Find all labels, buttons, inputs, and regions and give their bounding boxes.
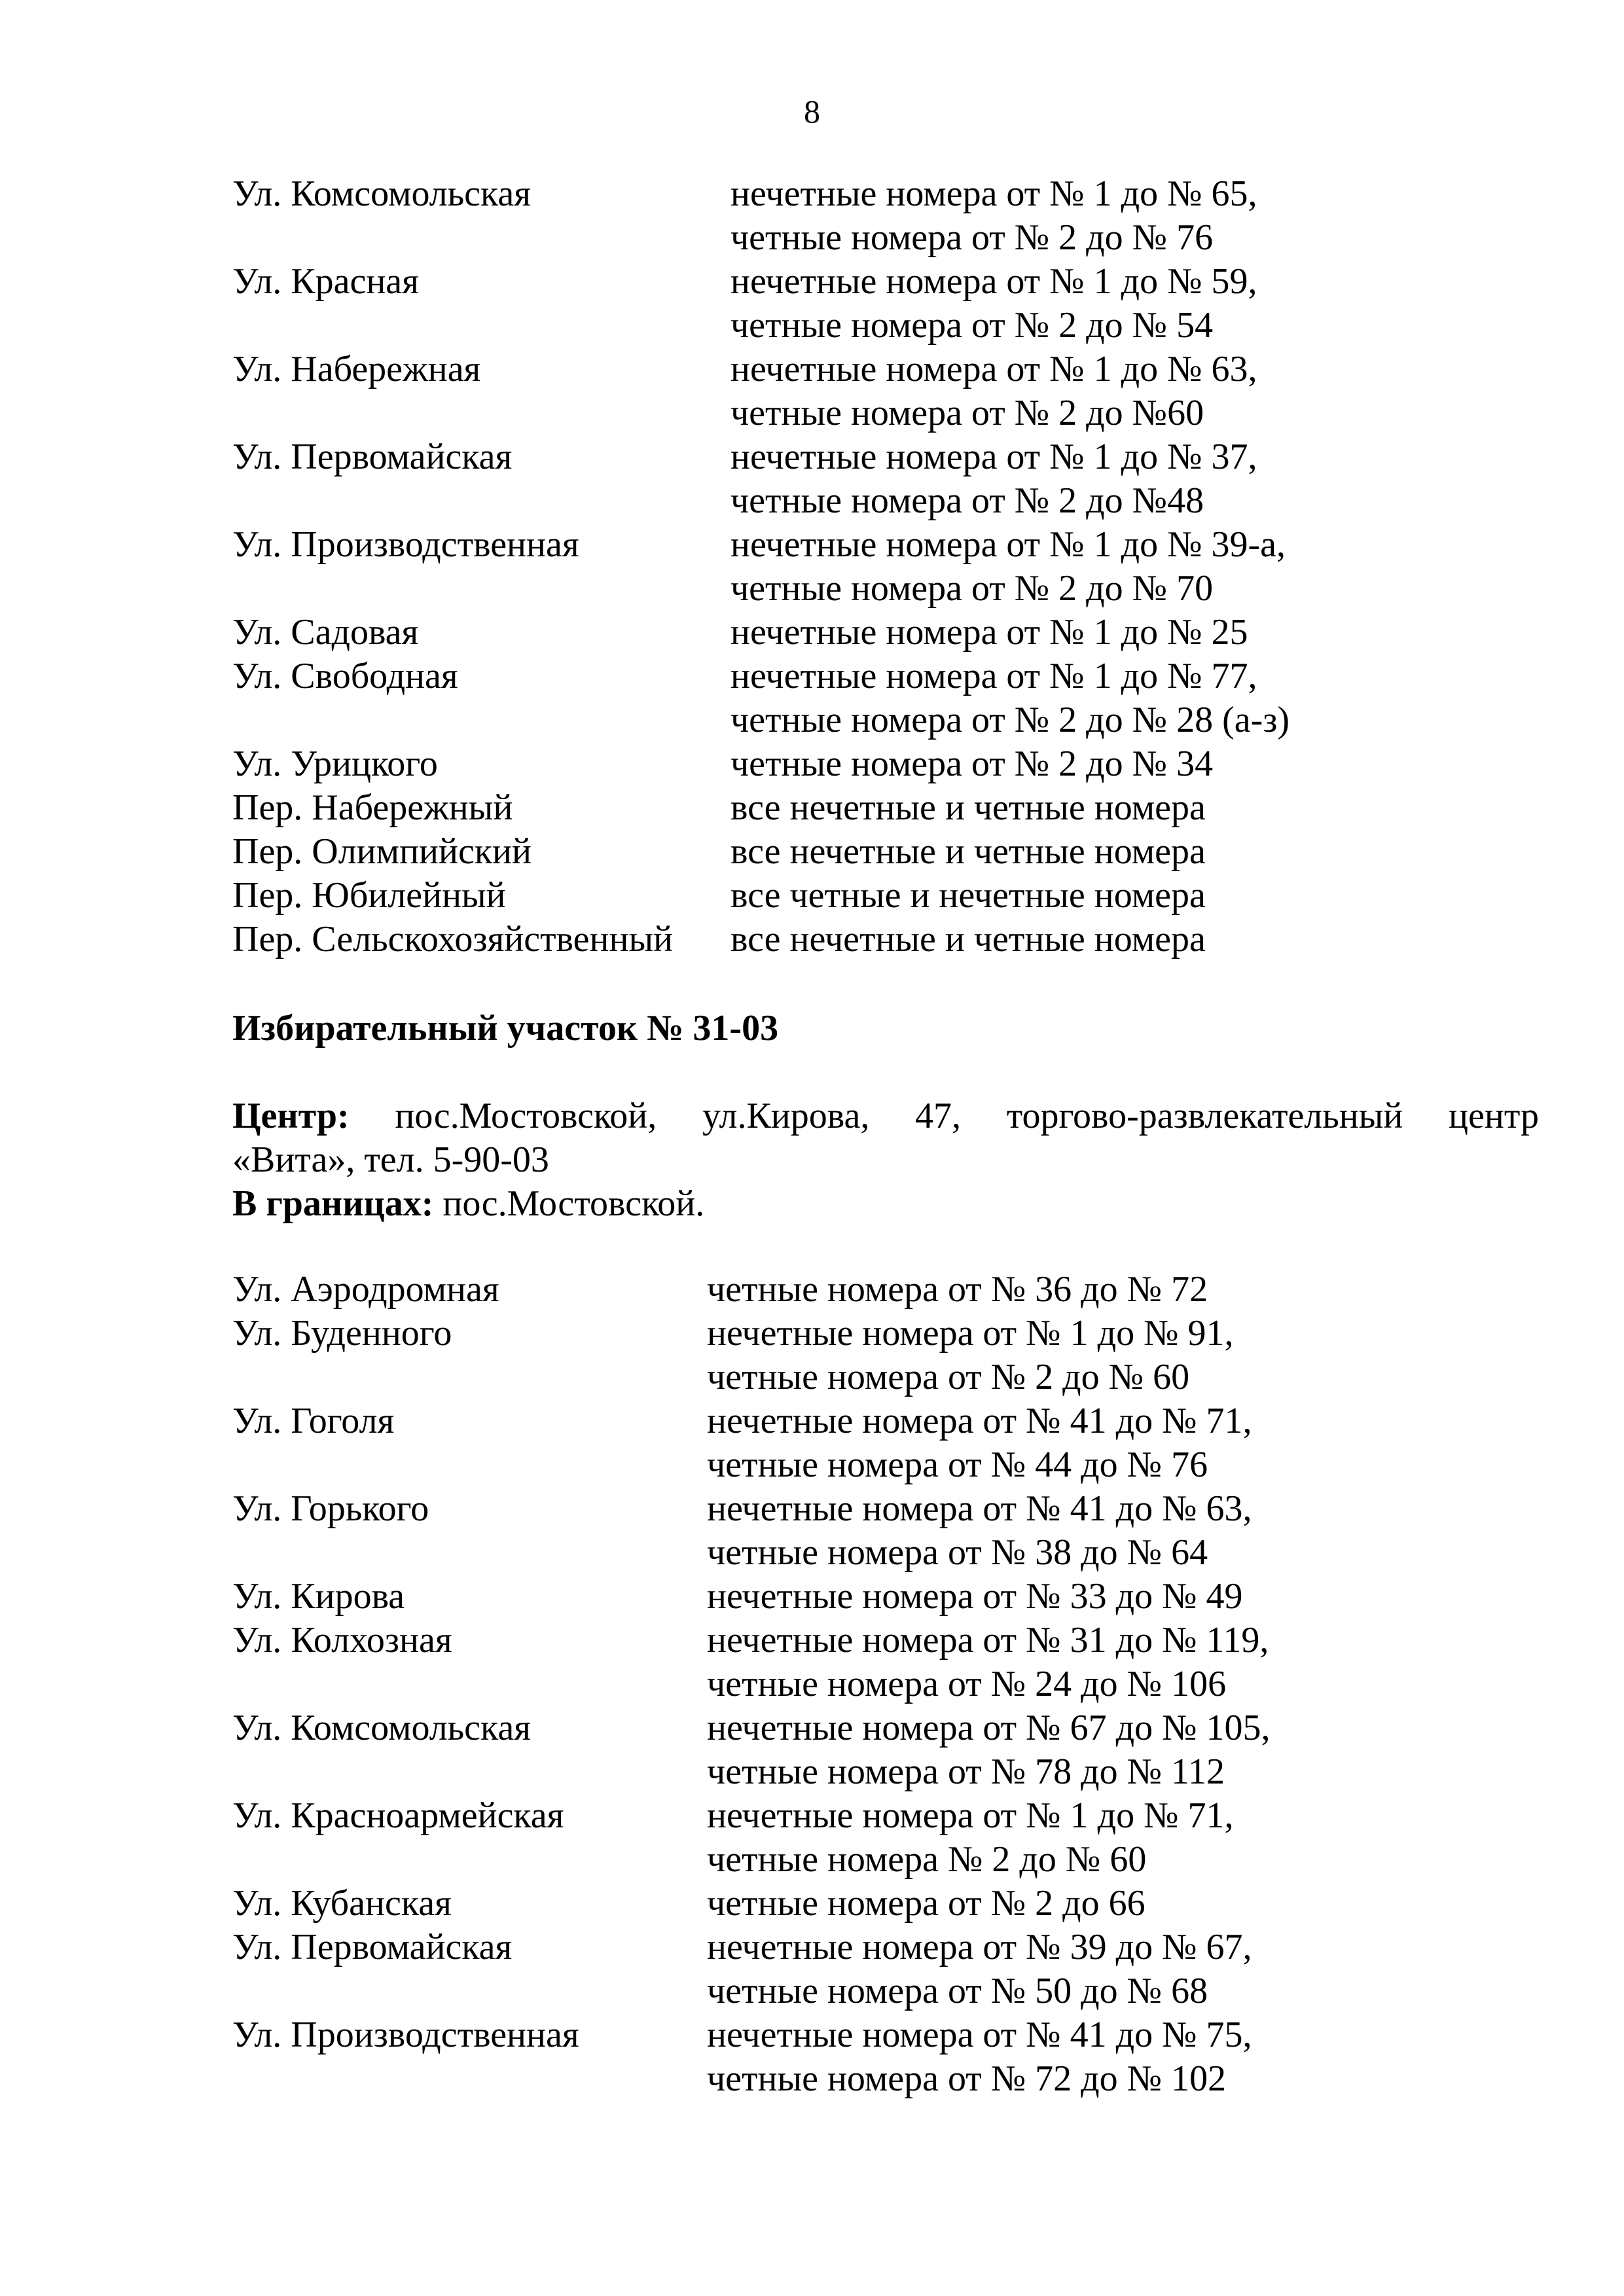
address-line: нечетные номера от № 1 до № 25 <box>731 612 1248 653</box>
table-row <box>232 348 1290 435</box>
address-line: четные номера от № 44 до № 76 <box>707 1444 1208 1485</box>
center-word: торгово-развлекательный <box>1006 1096 1403 1136</box>
address-line: четные номера от № 24 до № 106 <box>707 1664 1227 1704</box>
street-name: Ул. Первомайская <box>232 437 513 477</box>
table-row <box>232 874 1290 918</box>
address-range <box>707 1487 1252 1575</box>
address-line: все нечетные и четные номера <box>731 831 1206 872</box>
address-line: нечетные номера от № 31 до № 119, <box>707 1620 1269 1660</box>
street-name: Ул. Аэродромная <box>232 1269 499 1310</box>
address-line: нечетные номера от № 67 до № 105, <box>707 1708 1271 1748</box>
street-name: Ул. Комсомольская <box>232 173 532 214</box>
street-name: Ул. Красноармейская <box>232 1795 564 1836</box>
address-range <box>707 1399 1252 1487</box>
street-name: Ул. Кубанская <box>232 1883 452 1924</box>
street-name: Пер. Сельскохозяйственный <box>232 919 674 960</box>
address-range <box>707 2013 1252 2101</box>
address-range <box>731 830 1206 874</box>
address-line: нечетные номера от № 1 до № 65, <box>731 173 1257 214</box>
address-range <box>707 1268 1208 1312</box>
street-name: Ул. Урицкого <box>232 744 438 784</box>
address-line: четные номера от № 2 до № 54 <box>731 305 1214 346</box>
address-range <box>731 523 1286 611</box>
address-range <box>707 1312 1234 1399</box>
table-row <box>232 786 1290 830</box>
table-row <box>232 1706 1271 1794</box>
address-line: четные номера от № 2 до № 76 <box>731 217 1214 258</box>
address-line: все нечетные и четные номера <box>731 787 1206 828</box>
address-range <box>707 1926 1252 2013</box>
address-range <box>731 742 1213 786</box>
table-row <box>232 260 1290 348</box>
address-line: четные номера от № 2 до № 34 <box>731 744 1214 784</box>
street-table-2 <box>232 1268 1271 2101</box>
center-word: ул.Кирова, <box>702 1096 870 1136</box>
address-line: нечетные номера от № 1 до № 71, <box>707 1795 1234 1836</box>
table-row <box>232 1619 1271 1706</box>
address-line: нечетные номера от № 1 до № 91, <box>707 1313 1234 1354</box>
address-range <box>707 1882 1146 1926</box>
address-line: четные номера от № 36 до № 72 <box>707 1269 1208 1310</box>
street-name: Пер. Юбилейный <box>232 875 506 916</box>
address-range <box>731 655 1290 742</box>
bounds-value: пос.Мостовской. <box>442 1183 705 1224</box>
street-name: Пер. Набережный <box>232 787 513 828</box>
address-line: нечетные номера от № 1 до № 59, <box>731 261 1257 302</box>
address-range <box>731 348 1257 435</box>
center-word: центр <box>1449 1096 1539 1136</box>
street-name: Ул. Горького <box>232 1488 429 1529</box>
address-line: четные номера от № 78 до № 112 <box>707 1751 1225 1792</box>
address-range <box>731 918 1206 961</box>
address-line: все нечетные и четные номера <box>731 919 1206 960</box>
table-row <box>232 1575 1271 1619</box>
address-line: четные номера от № 2 до №48 <box>731 480 1204 521</box>
center-label: Центр: <box>232 1096 350 1136</box>
address-line: нечетные номера от № 1 до № 63, <box>731 349 1257 389</box>
bounds-line <box>232 1182 1539 1226</box>
address-range <box>707 1794 1234 1882</box>
polling-center-info <box>232 1094 1539 1226</box>
page-number: 8 <box>804 93 820 130</box>
street-name: Ул. Садовая <box>232 612 419 653</box>
address-line: четные номера от № 2 до №60 <box>731 393 1204 433</box>
address-line: четные номера от № 2 до № 28 (а-з) <box>731 700 1290 740</box>
table-row <box>232 655 1290 742</box>
street-name: Ул. Колхозная <box>232 1620 452 1660</box>
street-name: Ул. Производственная <box>232 524 579 565</box>
address-line: нечетные номера от № 1 до № 39-а, <box>731 524 1286 565</box>
table-row <box>232 1312 1271 1399</box>
address-line: нечетные номера от № 41 до № 71, <box>707 1401 1252 1441</box>
table-row <box>232 1487 1271 1575</box>
address-range <box>731 260 1257 348</box>
address-line: нечетные номера от № 39 до № 67, <box>707 1927 1252 1967</box>
address-line: четные номера от № 2 до № 70 <box>731 568 1214 609</box>
street-name: Ул. Кирова <box>232 1576 405 1617</box>
table-row <box>232 2013 1271 2101</box>
address-line: четные номера от № 2 до 66 <box>707 1883 1146 1924</box>
table-row <box>232 918 1290 961</box>
address-range <box>731 786 1206 830</box>
center-phone-line: «Вита», тел. 5-90-03 <box>232 1139 549 1180</box>
section-heading: Избирательный участок № 31-03 <box>232 1008 779 1049</box>
address-line: четные номера от № 72 до № 102 <box>707 2058 1227 2099</box>
address-line: нечетные номера от № 1 до № 77, <box>731 656 1257 696</box>
table-row <box>232 1399 1271 1487</box>
table-row <box>232 1794 1271 1882</box>
street-name: Ул. Свободная <box>232 656 458 696</box>
address-line: нечетные номера от № 41 до № 75, <box>707 2015 1252 2055</box>
address-range <box>731 874 1206 918</box>
table-row <box>232 172 1290 260</box>
table-row <box>232 611 1290 655</box>
address-line: нечетные номера от № 1 до № 37, <box>731 437 1257 477</box>
street-table-1 <box>232 172 1290 961</box>
address-range <box>731 172 1257 260</box>
address-line: нечетные номера от № 41 до № 63, <box>707 1488 1252 1529</box>
address-line: четные номера от № 50 до № 68 <box>707 1971 1208 2011</box>
address-range <box>731 611 1248 655</box>
street-name: Ул. Буденного <box>232 1313 452 1354</box>
address-line: четные номера от № 2 до № 60 <box>707 1357 1190 1397</box>
table-row <box>232 523 1290 611</box>
address-range <box>707 1619 1269 1706</box>
center-word: пос.Мостовской, <box>395 1096 657 1136</box>
address-line: четные номера от № 38 до № 64 <box>707 1532 1208 1573</box>
address-line: четные номера № 2 до № 60 <box>707 1839 1147 1880</box>
table-row <box>232 830 1290 874</box>
table-row <box>232 1882 1271 1926</box>
street-name: Ул. Первомайская <box>232 1927 513 1967</box>
street-name: Пер. Олимпийский <box>232 831 532 872</box>
address-range <box>707 1706 1271 1794</box>
street-name: Ул. Набережная <box>232 349 481 389</box>
address-range <box>731 435 1257 523</box>
address-line: нечетные номера от № 33 до № 49 <box>707 1576 1243 1617</box>
street-name: Ул. Комсомольская <box>232 1708 532 1748</box>
street-name: Ул. Красная <box>232 261 419 302</box>
table-row <box>232 1268 1271 1312</box>
street-name: Ул. Гоголя <box>232 1401 395 1441</box>
table-row <box>232 742 1290 786</box>
street-name: Ул. Производственная <box>232 2015 579 2055</box>
center-word: 47, <box>915 1096 962 1136</box>
table-row <box>232 1926 1271 2013</box>
table-row <box>232 435 1290 523</box>
address-range <box>707 1575 1243 1619</box>
center-address-line <box>232 1094 1539 1138</box>
bounds-label: В границах: <box>232 1183 434 1224</box>
address-line: все четные и нечетные номера <box>731 875 1206 916</box>
